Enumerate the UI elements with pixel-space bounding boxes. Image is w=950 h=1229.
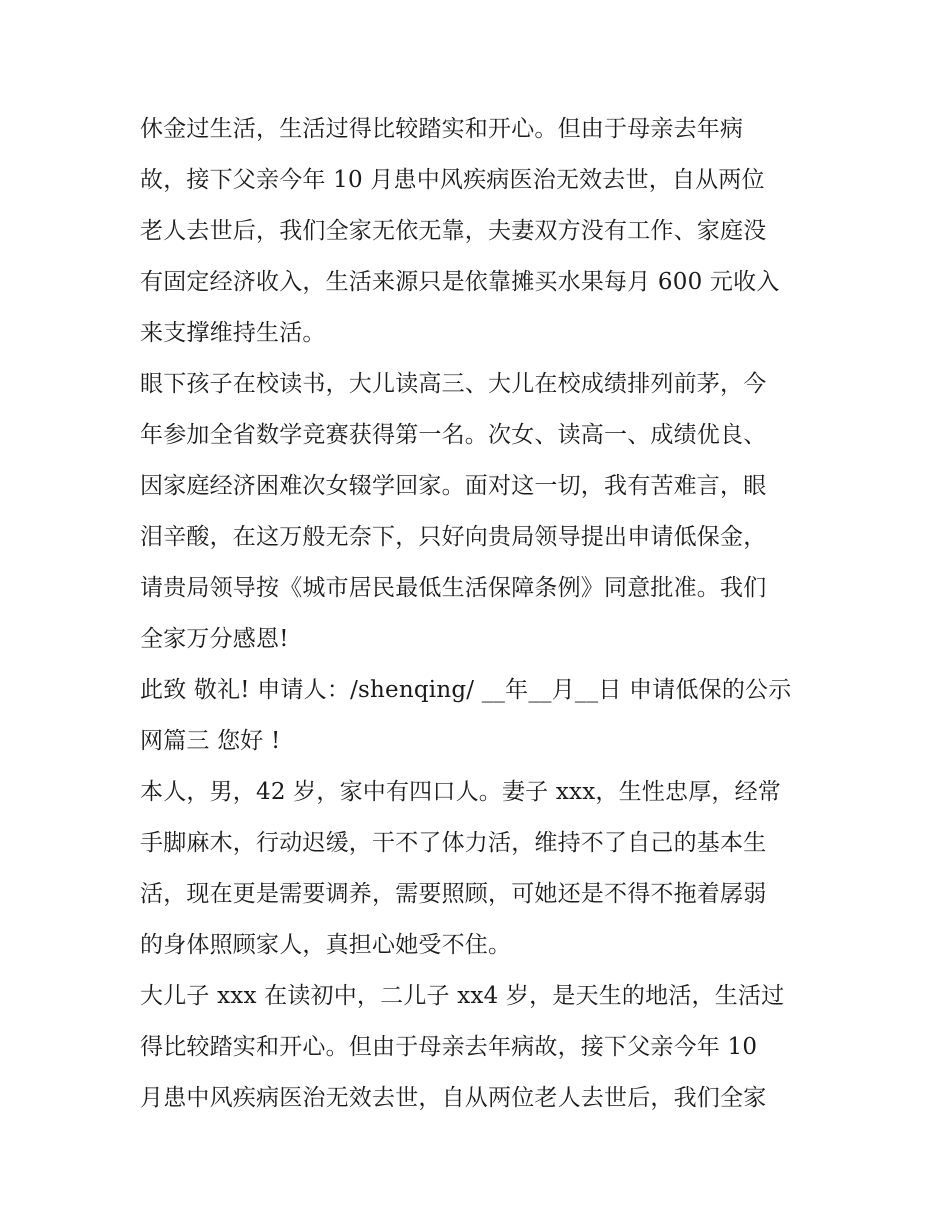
text-line: 泪辛酸，在这万般无奈下，只好向贵局领导提出申请低保金， <box>140 524 767 550</box>
text-line: 全家万分感恩! <box>140 626 289 652</box>
text-line: 大儿子 xxx 在读初中，二儿子 xx4 岁，是天生的地活，生活过 <box>140 983 785 1009</box>
text-line: 老人去世后，我们全家无依无靠，夫妻双方没有工作、家庭没 <box>140 218 767 244</box>
text-line: 手脚麻木，行动迟缓，干不了体力活，维持不了自己的基本生 <box>140 830 767 856</box>
text-line: 的身体照顾家人，真担心她受不住。 <box>140 932 512 958</box>
text-line: 眼下孩子在校读书，大儿读高三、大儿在校成绩排列前茅，今 <box>140 371 767 397</box>
text-line: 本人，男，42 岁，家中有四口人。妻子 xxx，生性忠厚，经常 <box>140 779 782 805</box>
text-line: 网篇三 您好 ! <box>140 728 281 754</box>
text-line: 请贵局领导按《城市居民最低生活保障条例》同意批准。我们 <box>140 575 767 601</box>
text-line: 活，现在更是需要调养，需要照顾，可她还是不得不拖着孱弱 <box>140 881 767 907</box>
text-line: 来支撑维持生活。 <box>140 320 326 346</box>
text-line: 得比较踏实和开心。但由于母亲去年病故，接下父亲今年 10 <box>140 1034 758 1060</box>
text-line: 有固定经济收入，生活来源只是依靠摊买水果每月 600 元收入 <box>140 269 780 295</box>
text-line: 月患中风疾病医治无效去世，自从两位老人去世后，我们全家 <box>140 1085 767 1111</box>
text-line: 此致 敬礼! 申请人：/shenqing/ __年__月__日 申请低保的公示 <box>140 677 792 703</box>
text-line: 因家庭经济困难次女辍学回家。面对这一切，我有苦难言，眼 <box>140 473 767 499</box>
text-line: 年参加全省数学竞赛获得第一名。次女、读高一、成绩优良、 <box>140 422 767 448</box>
text-line: 休金过生活，生活过得比较踏实和开心。但由于母亲去年病 <box>140 116 744 142</box>
document-body <box>140 104 820 1124</box>
text-line: 故，接下父亲今年 10 月患中风疾病医治无效去世，自从两位 <box>140 167 765 193</box>
